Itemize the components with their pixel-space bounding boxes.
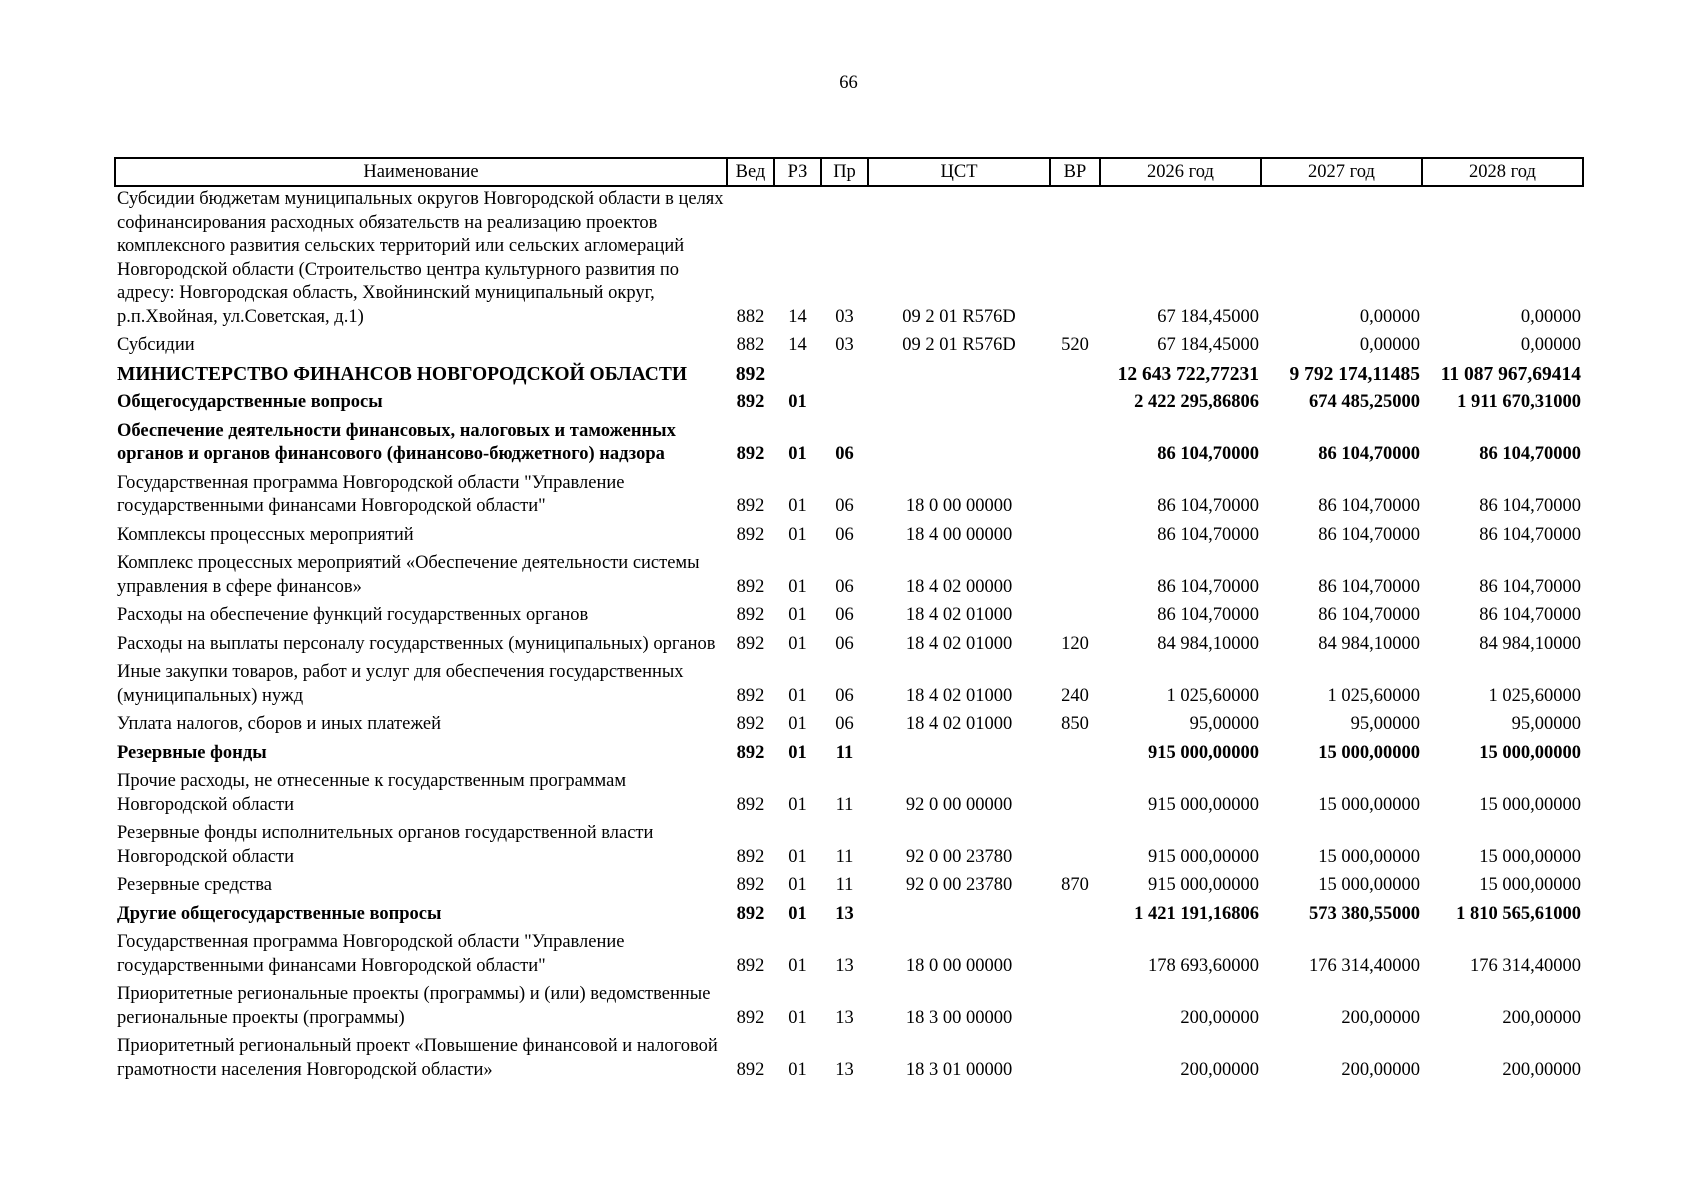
header-ved: Вед [727, 158, 774, 186]
cell-2026: 915 000,00000 [1148, 742, 1259, 763]
cell-2026: 95,00000 [1189, 714, 1259, 734]
cell-cst: 18 3 00 00000 [905, 1007, 1013, 1028]
cell-rz: 01 [788, 1007, 807, 1028]
cell-2028: 1 911 670,31000 [1457, 392, 1581, 412]
cell-2027: 86 104,70000 [1318, 444, 1420, 464]
cell-2026: 84 984,10000 [1157, 633, 1259, 654]
header-pr: Пр [821, 158, 868, 186]
cell-ved: 892 [736, 1007, 765, 1028]
cell-name: Государственная программа Новгородской области "Управление государственными финансами Новгородской области" [117, 932, 625, 976]
cell-2028: 95,00000 [1511, 714, 1581, 734]
cell-rz: 01 [788, 955, 807, 976]
cell-2026: 200,00000 [1180, 1059, 1259, 1080]
cell-pr: 06 [835, 605, 854, 625]
cell-2027: 15 000,00000 [1318, 875, 1420, 895]
cell-2027: 200,00000 [1341, 1007, 1420, 1028]
cell-ved: 892 [736, 875, 765, 895]
cell-ved: 892 [736, 392, 765, 412]
cell-cst [868, 420, 1050, 472]
cell-2027: 86 104,70000 [1318, 605, 1420, 625]
cell-2026: 2 422 295,86806 [1134, 392, 1259, 412]
table-row [115, 1035, 1583, 1087]
cell-2028: 0,00000 [1520, 306, 1581, 327]
cell-2028: 15 000,00000 [1479, 794, 1581, 815]
cell-2028: 15 000,00000 [1479, 742, 1581, 763]
cell-cst: 09 2 01 R576D [902, 335, 1016, 355]
cell-2027: 9 792 174,11485 [1289, 363, 1420, 385]
cell-pr [821, 363, 868, 392]
cell-ved: 892 [736, 742, 765, 763]
cell-2027: 0,00000 [1359, 306, 1420, 327]
cell-2026: 67 184,45000 [1157, 306, 1259, 327]
cell-rz: 01 [788, 742, 807, 763]
table-header [115, 158, 1583, 186]
cell-pr: 13 [835, 1059, 854, 1080]
cell-rz: 01 [788, 605, 807, 625]
cell-pr: 06 [835, 685, 854, 706]
cell-name: Обеспечение деятельности финансовых, налоговых и таможенных органов и органов финансового (финансово-бюджетного) надзора [117, 420, 676, 464]
cell-2028: 1 025,60000 [1488, 685, 1581, 706]
table-row [115, 420, 1583, 472]
cell-name: Прочие расходы, не отнесенные к государственным программам Новгородской области [117, 771, 627, 815]
table-row [115, 186, 1583, 334]
cell-2028: 200,00000 [1502, 1007, 1581, 1028]
cell-rz [774, 363, 821, 392]
cell-name: МИНИСТЕРСТВО ФИНАНСОВ НОВГОРОДСКОЙ ОБЛАСТИ [117, 363, 688, 385]
cell-2027: 573 380,55000 [1309, 903, 1420, 924]
table-row [115, 552, 1583, 604]
cell-2026: 86 104,70000 [1157, 576, 1259, 597]
cell-2027: 0,00000 [1359, 335, 1420, 355]
cell-2027: 86 104,70000 [1318, 576, 1420, 597]
cell-2028: 86 104,70000 [1479, 444, 1581, 464]
cell-rz: 01 [788, 846, 807, 867]
cell-2028: 86 104,70000 [1479, 496, 1581, 516]
cell-2027: 86 104,70000 [1318, 524, 1420, 545]
cell-vr [1050, 770, 1100, 822]
cell-pr: 06 [835, 496, 854, 516]
cell-rz: 01 [788, 903, 807, 924]
cell-name: Уплата налогов, сборов и иных платежей [117, 714, 442, 734]
cell-2027: 15 000,00000 [1318, 846, 1420, 867]
cell-cst: 18 0 00 00000 [905, 955, 1013, 976]
cell-2026: 178 693,60000 [1148, 955, 1259, 976]
cell-cst: 92 0 00 00000 [905, 794, 1013, 815]
table-row [115, 633, 1583, 662]
cell-2028: 86 104,70000 [1479, 524, 1581, 545]
cell-2027: 95,00000 [1350, 714, 1420, 734]
cell-2028: 176 314,40000 [1470, 955, 1581, 976]
cell-ved: 892 [736, 576, 765, 597]
cell-cst [868, 742, 1050, 771]
cell-pr: 06 [835, 633, 854, 654]
cell-vr: 850 [1061, 714, 1089, 734]
cell-pr: 13 [835, 1007, 854, 1028]
cell-2027: 86 104,70000 [1318, 496, 1420, 516]
cell-ved: 892 [736, 444, 765, 464]
cell-2028: 86 104,70000 [1479, 605, 1581, 625]
cell-name: Резервные фонды [117, 742, 267, 763]
cell-name: Субсидии [117, 335, 195, 355]
cell-pr: 06 [835, 444, 854, 464]
cell-2027: 176 314,40000 [1309, 955, 1420, 976]
cell-name: Расходы на обеспечение функций государственных органов [117, 605, 589, 625]
cell-name: Субсидии бюджетам муниципальных округов Новгородской области в целях софинансирования расходных обязательств на реализацию проектов комплексного развития сельских территорий или сельских агломераций Новгородской области (Строительство центра культурного развития по адресу: Новгородская область, Хвойнинский муниципальный округ, р.п.Хвойная, ул.Советская, д.1) [117, 189, 724, 327]
cell-name: Общегосударственные вопросы [117, 392, 383, 412]
cell-2026: 86 104,70000 [1157, 524, 1259, 545]
cell-2026: 86 104,70000 [1157, 605, 1259, 625]
cell-ved: 892 [736, 955, 765, 976]
cell-vr [1050, 472, 1100, 524]
cell-2026: 86 104,70000 [1157, 496, 1259, 516]
table-row [115, 903, 1583, 932]
cell-2028: 15 000,00000 [1479, 846, 1581, 867]
budget-table [114, 157, 1584, 1087]
cell-rz: 01 [788, 633, 807, 654]
cell-2026: 915 000,00000 [1148, 875, 1259, 895]
cell-pr: 13 [835, 955, 854, 976]
cell-name: Резервные средства [117, 875, 272, 895]
cell-vr [1050, 1035, 1100, 1087]
cell-cst: 18 4 00 00000 [905, 524, 1013, 545]
cell-ved: 882 [736, 306, 765, 327]
cell-ved: 892 [735, 363, 766, 385]
cell-ved: 892 [736, 903, 765, 924]
table-row [115, 334, 1583, 363]
cell-rz: 01 [788, 1059, 807, 1080]
cell-vr [1050, 186, 1100, 334]
table-body [115, 186, 1583, 1087]
table-row [115, 524, 1583, 553]
cell-vr: 520 [1061, 335, 1089, 355]
cell-name: Расходы на выплаты персоналу государственных (муниципальных) органов [117, 633, 716, 654]
cell-pr: 11 [835, 794, 854, 815]
cell-rz: 01 [788, 714, 807, 734]
cell-2028: 86 104,70000 [1479, 576, 1581, 597]
cell-2026: 1 421 191,16806 [1134, 903, 1259, 924]
cell-rz: 14 [788, 306, 807, 327]
cell-rz: 01 [788, 685, 807, 706]
cell-name: Приоритетный региональный проект «Повышение финансовой и налоговой грамотности населения Новгородской области» [117, 1036, 718, 1080]
cell-cst: 18 4 02 01000 [905, 605, 1013, 625]
cell-pr: 06 [835, 714, 854, 734]
cell-vr [1050, 903, 1100, 932]
cell-ved: 892 [736, 685, 765, 706]
cell-name: Комплексы процессных мероприятий [117, 524, 414, 545]
table-row [115, 713, 1583, 742]
cell-rz: 01 [788, 875, 807, 895]
cell-rz: 01 [788, 496, 807, 516]
cell-pr: 03 [835, 335, 854, 355]
cell-ved: 892 [736, 605, 765, 625]
cell-vr: 870 [1061, 875, 1089, 895]
cell-name: Приоритетные региональные проекты (программы) и (или) ведомственные региональные проекты (программы) [117, 984, 711, 1028]
cell-pr: 06 [835, 576, 854, 597]
cell-pr: 11 [835, 875, 854, 895]
cell-vr: 240 [1061, 685, 1089, 706]
cell-vr [1050, 983, 1100, 1035]
cell-vr [1050, 742, 1100, 771]
cell-2028: 15 000,00000 [1479, 875, 1581, 895]
cell-pr: 06 [835, 524, 854, 545]
header-2027: 2027 год [1261, 158, 1422, 186]
cell-rz: 01 [788, 576, 807, 597]
header-row [115, 158, 1583, 186]
cell-cst: 18 3 01 00000 [905, 1059, 1013, 1080]
cell-cst: 18 4 02 01000 [905, 714, 1013, 734]
cell-pr: 11 [835, 846, 854, 867]
cell-cst: 18 4 02 01000 [905, 685, 1013, 706]
cell-cst [868, 903, 1050, 932]
cell-cst: 09 2 01 R576D [902, 306, 1016, 327]
cell-rz: 01 [788, 392, 807, 412]
table-row [115, 391, 1583, 420]
cell-pr: 03 [835, 306, 854, 327]
cell-rz: 14 [788, 335, 807, 355]
cell-vr [1050, 552, 1100, 604]
cell-2027: 15 000,00000 [1318, 794, 1420, 815]
cell-2027: 1 025,60000 [1327, 685, 1420, 706]
cell-2026: 86 104,70000 [1157, 444, 1259, 464]
header-vr: ВР [1050, 158, 1100, 186]
cell-ved: 892 [736, 524, 765, 545]
cell-vr [1050, 524, 1100, 553]
table-row [115, 770, 1583, 822]
cell-name: Резервные фонды исполнительных органов государственной власти Новгородской области [117, 823, 654, 867]
cell-pr: 13 [835, 903, 854, 924]
cell-rz: 01 [788, 794, 807, 815]
cell-cst: 18 4 02 01000 [905, 633, 1013, 654]
cell-name: Другие общегосударственные вопросы [117, 903, 442, 924]
cell-2028: 1 810 565,61000 [1456, 903, 1581, 924]
header-name: Наименование [115, 158, 727, 186]
cell-2026: 12 643 722,77231 [1117, 363, 1259, 385]
page-number: 66 [839, 73, 858, 93]
cell-2028: 0,00000 [1520, 335, 1581, 355]
cell-2028: 200,00000 [1502, 1059, 1581, 1080]
cell-2027: 200,00000 [1341, 1059, 1420, 1080]
budget-table-container [114, 157, 1582, 1087]
cell-ved: 882 [736, 335, 765, 355]
table-row [115, 472, 1583, 524]
cell-2026: 200,00000 [1180, 1007, 1259, 1028]
cell-name: Иные закупки товаров, работ и услуг для обеспечения государственных (муниципальных) нужд [117, 662, 684, 706]
cell-vr [1050, 931, 1100, 983]
cell-2026: 915 000,00000 [1148, 794, 1259, 815]
table-row [115, 604, 1583, 633]
cell-2026: 915 000,00000 [1148, 846, 1259, 867]
cell-2027: 674 485,25000 [1309, 392, 1420, 412]
header-2026: 2026 год [1100, 158, 1261, 186]
cell-vr: 120 [1061, 633, 1089, 654]
cell-ved: 892 [736, 496, 765, 516]
cell-cst: 18 4 02 00000 [905, 576, 1013, 597]
cell-2026: 1 025,60000 [1166, 685, 1259, 706]
cell-pr [821, 391, 868, 420]
header-2028: 2028 год [1422, 158, 1583, 186]
header-rz: РЗ [774, 158, 821, 186]
cell-name: Государственная программа Новгородской области "Управление государственными финансами Новгородской области" [117, 472, 625, 516]
cell-rz: 01 [788, 524, 807, 545]
cell-ved: 892 [736, 794, 765, 815]
cell-2028: 84 984,10000 [1479, 633, 1581, 654]
table-row [115, 742, 1583, 771]
cell-cst: 18 0 00 00000 [905, 496, 1013, 516]
cell-ved: 892 [736, 1059, 765, 1080]
table-row [115, 822, 1583, 874]
table-row [115, 983, 1583, 1035]
cell-pr: 11 [835, 742, 854, 763]
cell-vr [1050, 604, 1100, 633]
table-row [115, 931, 1583, 983]
cell-vr [1050, 822, 1100, 874]
cell-vr [1050, 391, 1100, 420]
cell-vr [1050, 420, 1100, 472]
cell-cst: 92 0 00 23780 [905, 875, 1013, 895]
cell-ved: 892 [736, 714, 765, 734]
cell-ved: 892 [736, 633, 765, 654]
table-row [115, 661, 1583, 713]
cell-2027: 15 000,00000 [1318, 742, 1420, 763]
cell-2028: 11 087 967,69414 [1440, 363, 1581, 385]
cell-ved: 892 [736, 846, 765, 867]
cell-2027: 84 984,10000 [1318, 633, 1420, 654]
cell-cst [868, 391, 1050, 420]
cell-name: Комплекс процессных мероприятий «Обеспечение деятельности системы управления в сфере финансов» [117, 553, 700, 597]
table-row [115, 363, 1583, 392]
cell-rz: 01 [788, 444, 807, 464]
cell-cst: 92 0 00 23780 [905, 846, 1013, 867]
cell-2026: 67 184,45000 [1157, 335, 1259, 355]
cell-cst [868, 363, 1050, 392]
header-cst: ЦСТ [868, 158, 1050, 186]
cell-vr [1050, 363, 1100, 392]
table-row [115, 874, 1583, 903]
